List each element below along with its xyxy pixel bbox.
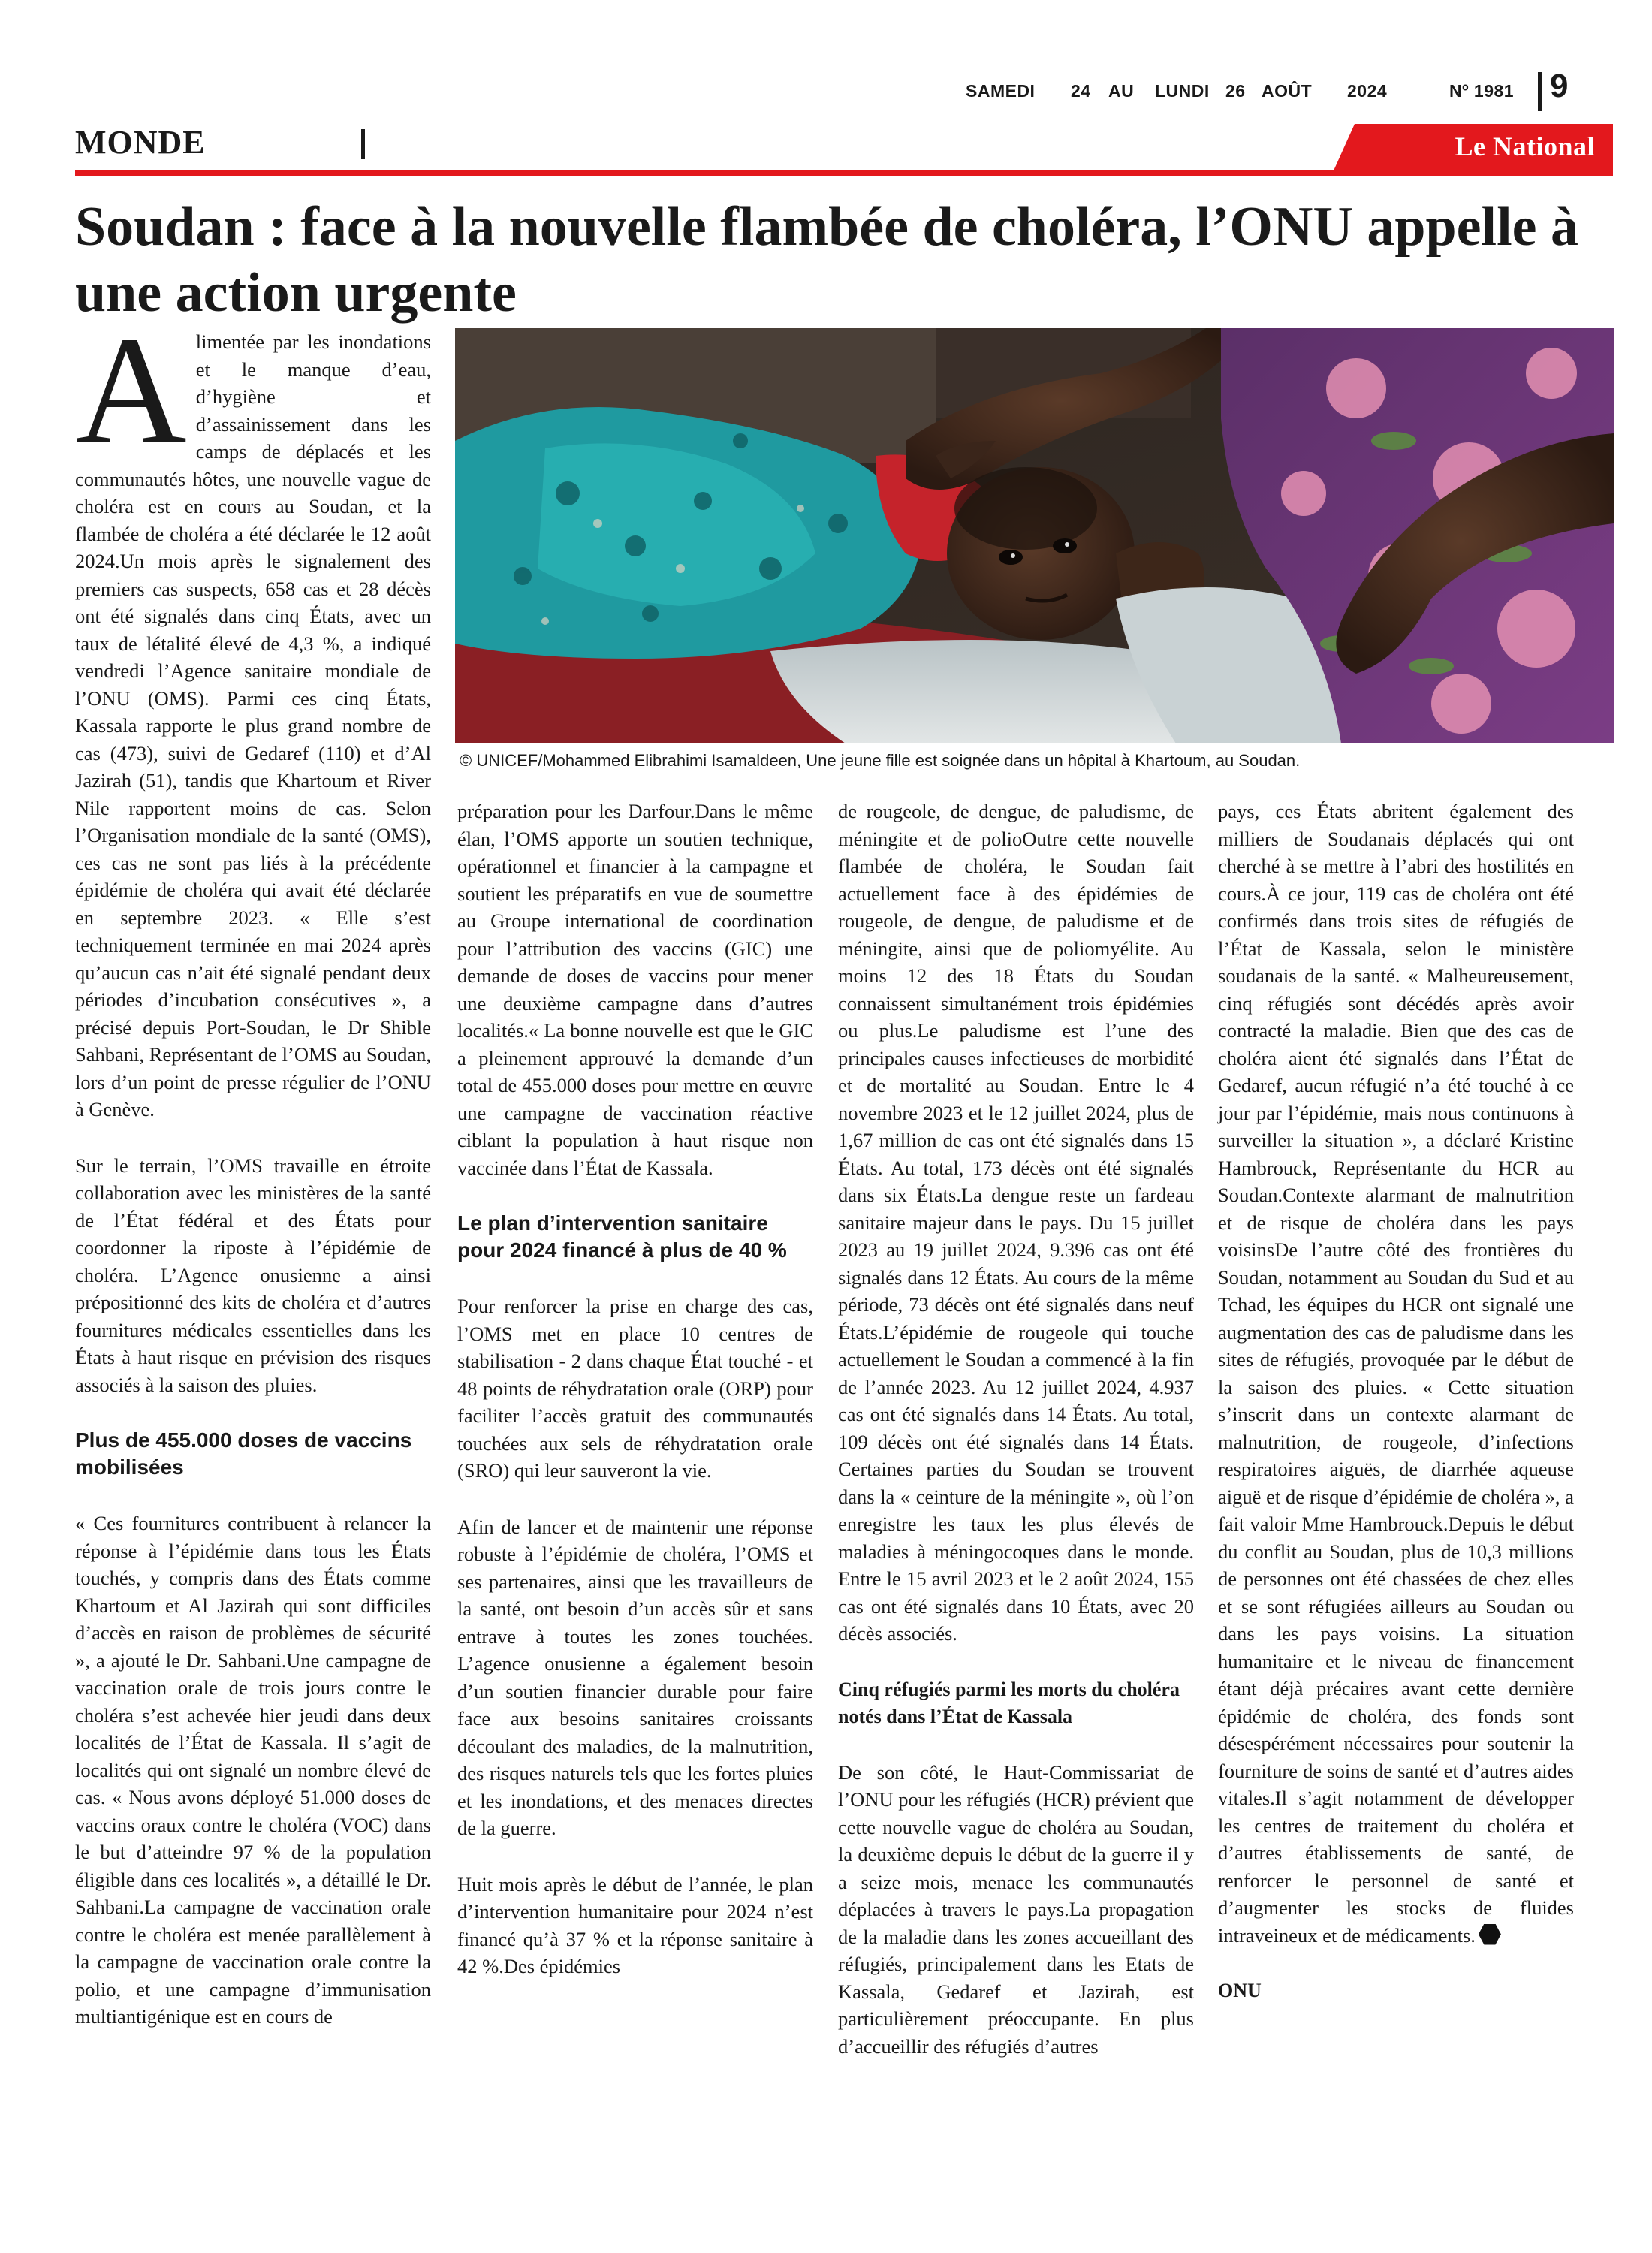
paragraph: préparation pour les Darfour.Dans le même élan, l’OMS apporte un soutien technique, opérationnel et financier à la campagne et soutient les préparatifs en vue de soumettre au Groupe international de coordination pour l’attribution des vaccins (GIC) une demande de doses de vaccins pour mener une deuxième campagne dans d’autres localités.« La bonne nouvelle est que le GIC a pleinement approuvé la demande d’un total de 455.000 doses pour mettre en œuvre une campagne de vaccination réactive ciblant la population à haut risque non vaccinée dans l’État de Kassala. bbox=[457, 800, 813, 1179]
issue-number: Nº 1981 bbox=[1449, 81, 1515, 101]
date-year: 2024 bbox=[1347, 81, 1388, 101]
paragraph: Afin de lancer et de maintenir une réponse robuste à l’épidémie de choléra, l’OMS et ses partenaires, ainsi que les travailleurs de la santé, ont besoin d’un accès sûr et sans entrave à toutes les zones touchées. L’agence onusienne a également besoin d’un soutien financier durable pour faire face aux besoins sanitaires croissants découlant des maladies, de la malnutrition, des risques naturels tels que les fortes pluies et les inondations, et des menaces directes de la guerre. bbox=[457, 1515, 813, 1839]
subheading-vaccines: Plus de 455.000 doses de vaccins mobilisées bbox=[75, 1428, 412, 1479]
paragraph: « Ces fournitures contribuent à relancer la réponse à l’épidémie dans tous les États touchés, y compris dans des États comme Khartoum et Al Jazirah qui sont difficiles d’accès en raison de problèmes de sécurité », a ajouté le Dr. Sahbani.Une campagne de vaccination orale de trois jours contre le choléra s’est achevée hier jeudi dans deux localités de l’État de Kassala. Il s’agit de localités qui ont signalé un nombre élevé de cas. « Nous avons déployé 51.000 doses de vaccins oraux contre le choléra (VOC) dans le but d’atteindre 97 % de la population éligible dans ces localités », a détaillé le Dr. Sahbani.La campagne de vaccination orale contre le choléra est menée parallèlement à la campagne de vaccination orale contre la polio, et une campagne d’immunisation multiantigénique est en cours de bbox=[75, 1512, 431, 2028]
section-divider bbox=[361, 129, 365, 159]
article-column-4 bbox=[1218, 798, 1574, 2005]
drop-cap: A bbox=[75, 304, 187, 476]
subheading-refugees: Cinq réfugiés parmi les morts du choléra notés dans l’État de Kassala bbox=[838, 1678, 1180, 1727]
paragraph: Pour renforcer la prise en charge des cas, l’OMS met en place 10 centres de stabilisation - 2 dans chaque État touché - et 48 points de réhydratation orale (ORP) pour faciliter l’accès gratuit des communautés touchées aux sels de réhydratation orale (SRO) qui leur sauveront la vie. bbox=[457, 1295, 813, 1482]
paragraph: De son côté, le Haut-Commissariat de l’ONU pour les réfugiés (HCR) prévient que cette nouvelle vague de choléra au Soudan, la deuxième depuis le début de la guerre il y a seize mois, menace les communautés déplacées à travers le pays.La propagation de la maladie dans les zones accueillant des réfugiés, principalement dans les Etats de Kassala, Gedaref et Jazirah, est particulièrement préoccupante. En plus d’accueillir des réfugiés d’autres bbox=[838, 1760, 1194, 2058]
section-label: MONDE bbox=[75, 124, 206, 161]
dateline bbox=[966, 81, 1536, 111]
paragraph-final-text: pays, ces États abritent également des milliers de Soudanais déplacés qui ont cherché à se mettre à l’abri des hostilités en cours.À ce jour, 119 cas de choléra ont été confirmés dans trois sites de réfugiés de l’État de Kassala, selon le ministère soudanais de la santé. « Malheureusement, cinq réfugiés sont décédés après avoir contracté la maladie. Bien que des cas de choléra aient été signalés dans l’État de Gedaref, aucun réfugié n’a été touché à ce jour par l’épidémie, mais nous continuons à surveiller la situation », a déclaré Kristine Hambrouck, Représentante du HCR au Soudan.Contexte alarmant de malnutrition et de risque de choléra dans les pays voisinsDe l’autre côté des frontières du Soudan, notamment au Soudan du Sud et au Tchad, les équipes du HCR ont signalé une augmentation des cas de paludisme dans les sites de réfugiés, provoquée par le début de la saison des pluies. « Cette situation s’inscrit dans un contexte alarmant de malnutrition, de rougeole, d’infections respiratoires aiguës, de diarrhée aqueuse aiguë et de risque d’épidémie de choléra », a fait valoir Mme Hambrouck.Depuis le début du conflit au Soudan, plus de 10,3 millions de personnes ont été chassées de chez elles et se sont réfugiées ailleurs au Soudan ou dans les pays voisins. La situation humanitaire et le niveau de financement étant déjà précaires avant cette dernière épidémie de choléra, des fonds sont désespérément nécessaires pour soutenir la fourniture de soins de santé et d’autres aides vitales.Il s’agit notamment de développer les centres de traitement du choléra et d’autres établissements de santé, de renforcer le personnel de santé et d’augmenter les stocks de fluides intraveineux et de médicaments. bbox=[1218, 800, 1574, 1947]
date-au: AU bbox=[1108, 81, 1135, 101]
subheading-plan: Le plan d’intervention sanitaire pour 2024 financé à plus de 40 % bbox=[457, 1211, 787, 1262]
paragraph-intro-text: limentée par les inondations et le manque d’eau, d’hygiène et d’assainissement dans les camps de déplacés et les communautés hôtes, une nouvelle vague de choléra est en cours au Soudan, et la flambée de choléra a été déclarée le 12 août 2024.Un mois après le signalement des premiers cas suspects, 658 cas et 28 décès ont été signalés dans cinq États, avec un taux de létalité élevé de 4,3 %, a indiqué vendredi l’Agence sanitaire mondiale de l’ONU (OMS). Parmi ces cinq États, Kassala rapporte le plus grand nombre de cas (473), suivi de Gedaref (110) et d’Al Jazirah (51), tandis que Khartoum et River Nile rapportent moins de cas. Selon l’Organisation mondiale de la santé (OMS), ces cas ne sont pas liés à la précédente épidémie de choléra qui avait été déclarée en septembre 2023. « Elle s’est techniquement terminée en mai 2024 après qu’aucun cas n’ait été signalé pendant deux périodes d’incubation consécutives », a précisé depuis Port-Soudan, le Dr Shible Sahbani, Représentant de l’OMS au Soudan, lors d’un point de presse régulier de l’ONU à Genève. bbox=[75, 330, 431, 1120]
article-column-3 bbox=[838, 798, 1194, 2060]
paragraph: Huit mois après le début de l’année, le plan d’intervention humanitaire pour 2024 n’est financé qu’à 37 % et la réponse sanitaire à 42 %.Des épidémies bbox=[457, 1872, 813, 1977]
article-column-2 bbox=[457, 798, 813, 1980]
headline: Soudan : face à la nouvelle flambée de choléra, l’ONU appelle à une action urgente bbox=[75, 196, 1578, 324]
date-num-end: 26 bbox=[1225, 81, 1246, 101]
article-column-1 bbox=[75, 304, 431, 2031]
article-photo bbox=[455, 328, 1614, 743]
date-month: AOÛT bbox=[1262, 81, 1313, 101]
page-number: 9 bbox=[1550, 68, 1569, 104]
page-number-divider bbox=[1538, 72, 1542, 111]
header-rule bbox=[75, 170, 1613, 176]
paragraph-final bbox=[1218, 798, 1574, 1949]
paragraph: de rougeole, de dengue, de paludisme, de méningite et de polioOutre cette nouvelle flambée de choléra, le Soudan fait actuellement face à des épidémies de rougeole, de dengue, de paludisme et de méningite, ainsi que de poliomyélite. Au moins 12 des 18 États du Soudan connaissent simultanément trois épidémies ou plus.Le paludisme est l’une des principales causes infectieuses de morbidité et de mortalité au Soudan. Entre le 4 novembre 2023 et le 12 juillet 2024, plus de 1,67 million de cas ont été signalés dans 15 États. Au total, 173 décès ont été signalés dans six États.La dengue reste un fardeau sanitaire majeur dans le pays. Du 15 juillet 2023 au 19 juillet 2024, 9.396 cas ont été signalés dans 12 États. Au cours de la même période, 73 décès ont été signalés dans neuf États.L’épidémie de rougeole qui touche actuellement le Soudan a commencé à la fin de l’année 2023. Au 12 juillet 2024, 4.937 cas ont été signalés dans 14 États. Au total, 109 décès ont été signalés dans 14 États. Certaines parties du Soudan se trouvent dans la « ceinture de la méningite », où l’on enregistre les taux les plus élevés de maladies à méningocoques dans le monde. Entre le 15 avril 2023 et le 2 août 2024, 155 cas ont été signalés dans 10 États, avec 20 décès associés. bbox=[838, 800, 1194, 1645]
photo-caption: © UNICEF/Mohammed Elibrahimi Isamaldeen, Une jeune fille est soignée dans un hôpital à Khartoum, au Soudan. bbox=[460, 751, 1301, 770]
date-day-end: LUNDI bbox=[1155, 81, 1210, 101]
paragraph-intro bbox=[75, 304, 431, 1123]
brand-name: Le National bbox=[1455, 131, 1595, 161]
date-day-start: SAMEDI bbox=[966, 81, 1036, 101]
article-signature: ONU bbox=[1218, 1980, 1262, 2001]
paragraph: Sur le terrain, l’OMS travaille en étroite collaboration avec les ministères de la santé de l’État fédéral et des États pour coordonner la riposte à l’épidémie de choléra. L’Agence onusienne a ainsi prépositionné des kits de choléra et d’autres fournitures médicales essentielles dans les États à haut risque en prévision des risques associés à la saison des pluies. bbox=[75, 1154, 431, 1396]
end-mark-icon bbox=[1479, 1924, 1501, 1945]
date-num-start: 24 bbox=[1071, 81, 1091, 101]
